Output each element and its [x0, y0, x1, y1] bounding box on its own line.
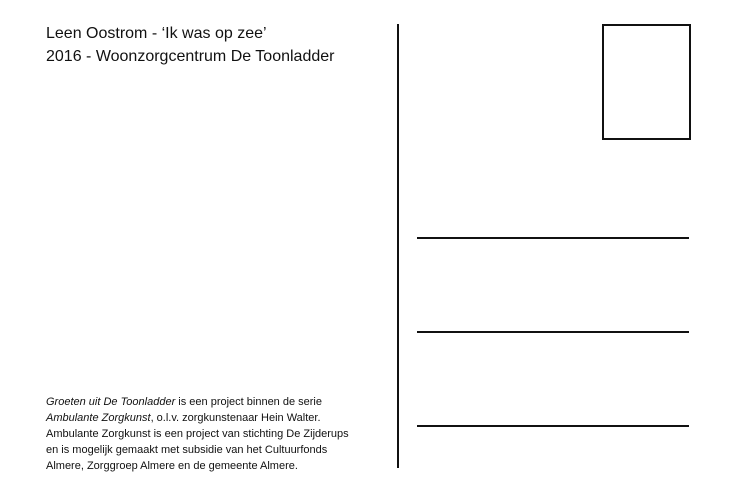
- stamp-box: [602, 24, 691, 140]
- project-name: Groeten uit De Toonladder: [46, 396, 176, 408]
- description-line-1: Groeten uit De Toonladder is een project binnen de serie: [46, 396, 322, 408]
- series-name: Ambulante Zorgkunst: [46, 412, 151, 424]
- address-line-1: [417, 237, 689, 239]
- address-line-3: [417, 425, 689, 427]
- description-line-2: Ambulante Zorgkunst, o.l.v. zorgkunstenaar Hein Walter.: [46, 412, 321, 424]
- description-line-3: Ambulante Zorgkunst is een project van stichting De Zijderups: [46, 428, 349, 440]
- project-description: [46, 394, 386, 474]
- card-heading: [46, 22, 334, 68]
- heading-year-location: 2016 - Woonzorgcentrum De Toonladder: [46, 48, 335, 65]
- heading-artist-title: Leen Oostrom - ‘Ik was op zee’: [46, 25, 267, 42]
- address-line-2: [417, 331, 689, 333]
- description-line-5: Almere, Zorggroep Almere en de gemeente Almere.: [46, 460, 298, 472]
- description-line-4: en is mogelijk gemaakt met subsidie van het Cultuurfonds: [46, 444, 328, 456]
- center-divider: [397, 24, 399, 468]
